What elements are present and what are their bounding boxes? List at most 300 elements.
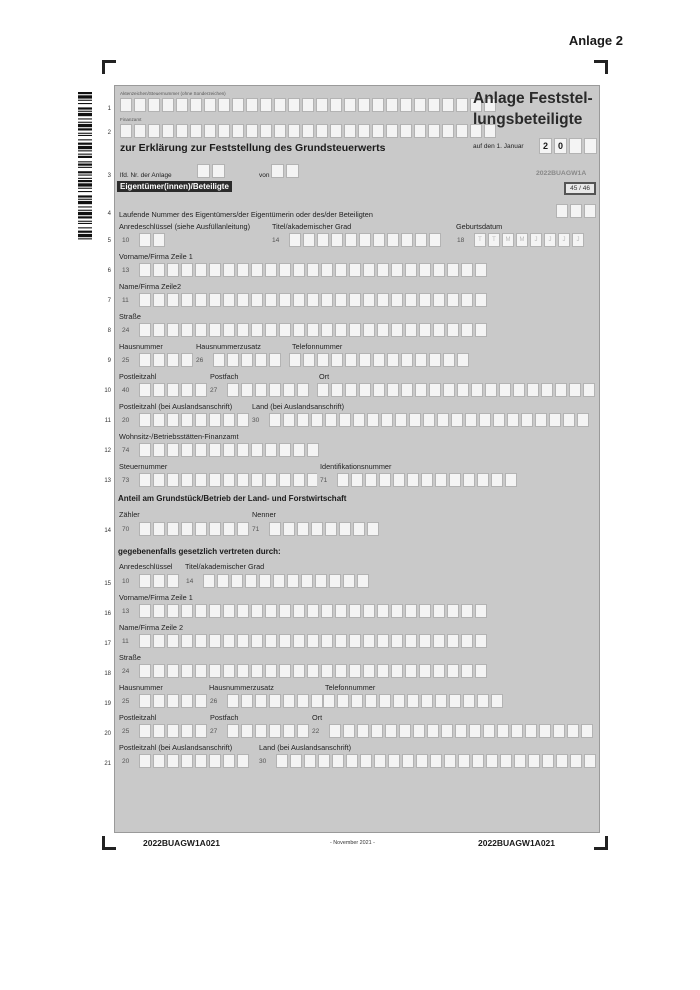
input-cell[interactable]	[223, 604, 235, 618]
rep-strasse-input[interactable]	[119, 664, 487, 678]
input-cell[interactable]	[475, 604, 487, 618]
input-cell[interactable]	[435, 694, 447, 708]
input-cell[interactable]	[433, 323, 445, 337]
input-cell[interactable]	[530, 233, 542, 247]
input-cell[interactable]	[437, 413, 449, 427]
input-cell[interactable]	[311, 522, 323, 536]
input-cell[interactable]	[475, 634, 487, 648]
input-cell[interactable]	[317, 473, 335, 487]
input-cell[interactable]	[377, 604, 389, 618]
input-cell[interactable]	[415, 233, 427, 247]
input-cell[interactable]	[231, 574, 243, 588]
rep-anrede-input[interactable]	[119, 574, 179, 588]
input-cell[interactable]	[237, 473, 249, 487]
rep-ort-input[interactable]	[309, 724, 593, 738]
input-cell[interactable]	[349, 634, 361, 648]
input-cell[interactable]	[209, 754, 221, 768]
input-cell[interactable]	[223, 634, 235, 648]
input-cell[interactable]	[461, 664, 473, 678]
input-cell[interactable]	[265, 604, 277, 618]
input-cell[interactable]	[405, 634, 417, 648]
input-cell[interactable]	[429, 383, 441, 397]
input-cell[interactable]	[195, 634, 207, 648]
input-cell[interactable]	[153, 522, 165, 536]
input-cell[interactable]	[227, 694, 239, 708]
input-cell[interactable]	[514, 754, 526, 768]
input-cell[interactable]	[339, 413, 351, 427]
input-cell[interactable]	[120, 124, 132, 138]
input-cell[interactable]	[393, 694, 405, 708]
input-cell[interactable]	[251, 634, 263, 648]
input-cell[interactable]	[269, 353, 281, 367]
input-cell[interactable]	[415, 353, 427, 367]
input-cell[interactable]	[488, 233, 500, 247]
input-cell[interactable]	[502, 233, 514, 247]
input-cell[interactable]	[469, 724, 481, 738]
input-cell[interactable]	[475, 664, 487, 678]
input-cell[interactable]	[153, 473, 165, 487]
input-cell[interactable]	[260, 124, 272, 138]
input-cell[interactable]	[447, 323, 459, 337]
input-cell[interactable]	[351, 473, 363, 487]
input-cell[interactable]	[246, 98, 258, 112]
plz-input[interactable]	[119, 383, 207, 397]
titel-input[interactable]	[269, 233, 441, 247]
input-cell[interactable]	[325, 522, 337, 536]
input-cell[interactable]	[373, 383, 385, 397]
input-cell[interactable]	[293, 604, 305, 618]
input-cell[interactable]	[119, 604, 137, 618]
input-cell[interactable]	[119, 263, 137, 277]
input-cell[interactable]	[377, 664, 389, 678]
input-cell[interactable]	[153, 634, 165, 648]
input-cell[interactable]	[139, 473, 151, 487]
input-cell[interactable]	[391, 293, 403, 307]
input-cell[interactable]	[279, 634, 291, 648]
input-cell[interactable]	[269, 694, 281, 708]
input-cell[interactable]	[475, 293, 487, 307]
input-cell[interactable]	[153, 323, 165, 337]
vorname-input[interactable]	[119, 263, 487, 277]
input-cell[interactable]	[535, 413, 547, 427]
input-cell[interactable]	[162, 124, 174, 138]
input-cell[interactable]	[343, 574, 355, 588]
input-cell[interactable]	[401, 383, 413, 397]
input-cell[interactable]	[289, 233, 301, 247]
input-cell[interactable]	[232, 124, 244, 138]
input-cell[interactable]	[311, 413, 323, 427]
input-cell[interactable]	[139, 233, 151, 247]
laufende-nummer-input[interactable]	[556, 204, 596, 218]
input-cell[interactable]	[217, 574, 229, 588]
input-cell[interactable]	[351, 694, 363, 708]
input-cell[interactable]	[273, 574, 285, 588]
input-cell[interactable]	[419, 263, 431, 277]
input-cell[interactable]	[223, 443, 235, 457]
input-cell[interactable]	[237, 323, 249, 337]
input-cell[interactable]	[237, 604, 249, 618]
input-cell[interactable]	[195, 664, 207, 678]
input-cell[interactable]	[269, 413, 281, 427]
input-cell[interactable]	[372, 124, 384, 138]
input-cell[interactable]	[195, 522, 207, 536]
input-cell[interactable]	[344, 124, 356, 138]
input-cell[interactable]	[139, 323, 151, 337]
input-cell[interactable]	[570, 204, 582, 218]
input-cell[interactable]	[255, 383, 267, 397]
input-cell[interactable]	[391, 263, 403, 277]
input-cell[interactable]	[274, 124, 286, 138]
input-cell[interactable]	[237, 522, 249, 536]
input-cell[interactable]	[577, 413, 589, 427]
input-cell[interactable]	[269, 724, 281, 738]
input-cell[interactable]	[461, 604, 473, 618]
input-cell[interactable]	[511, 724, 523, 738]
input-cell[interactable]	[405, 664, 417, 678]
input-cell[interactable]	[181, 473, 193, 487]
input-cell[interactable]	[475, 263, 487, 277]
input-cell[interactable]	[303, 353, 315, 367]
input-cell[interactable]	[223, 413, 235, 427]
input-cell[interactable]	[363, 604, 375, 618]
input-cell[interactable]	[195, 263, 207, 277]
input-cell[interactable]	[255, 353, 267, 367]
input-cell[interactable]	[363, 664, 375, 678]
input-cell[interactable]	[153, 353, 165, 367]
input-cell[interactable]	[218, 124, 230, 138]
input-cell[interactable]	[249, 522, 267, 536]
input-cell[interactable]	[167, 664, 179, 678]
input-cell[interactable]	[195, 604, 207, 618]
input-cell[interactable]	[134, 124, 146, 138]
input-cell[interactable]	[377, 263, 389, 277]
input-cell[interactable]	[553, 724, 565, 738]
input-cell[interactable]	[241, 724, 253, 738]
input-cell[interactable]	[153, 724, 165, 738]
input-cell[interactable]	[119, 353, 137, 367]
input-cell[interactable]	[223, 263, 235, 277]
input-cell[interactable]	[153, 383, 165, 397]
input-cell[interactable]	[325, 413, 337, 427]
input-cell[interactable]	[119, 293, 137, 307]
input-cell[interactable]	[339, 522, 351, 536]
input-cell[interactable]	[447, 604, 459, 618]
input-cell[interactable]	[419, 323, 431, 337]
input-cell[interactable]	[399, 724, 411, 738]
input-cell[interactable]	[329, 574, 341, 588]
input-cell[interactable]	[449, 694, 461, 708]
input-cell[interactable]	[457, 383, 469, 397]
input-cell[interactable]	[373, 233, 385, 247]
input-cell[interactable]	[288, 124, 300, 138]
input-cell[interactable]	[251, 443, 263, 457]
hausnummerzusatz-input[interactable]	[193, 353, 281, 367]
input-cell[interactable]	[307, 263, 319, 277]
input-cell[interactable]	[204, 124, 216, 138]
input-cell[interactable]	[400, 124, 412, 138]
input-cell[interactable]	[307, 604, 319, 618]
input-cell[interactable]	[265, 634, 277, 648]
input-cell[interactable]	[415, 383, 427, 397]
input-cell[interactable]	[549, 413, 561, 427]
input-cell[interactable]	[449, 473, 461, 487]
input-cell[interactable]	[359, 383, 371, 397]
input-cell[interactable]	[287, 574, 299, 588]
input-cell[interactable]	[377, 323, 389, 337]
input-cell[interactable]	[349, 293, 361, 307]
input-cell[interactable]	[167, 754, 179, 768]
input-cell[interactable]	[119, 413, 137, 427]
input-cell[interactable]	[190, 98, 202, 112]
input-cell[interactable]	[251, 664, 263, 678]
input-cell[interactable]	[385, 724, 397, 738]
input-cell[interactable]	[119, 383, 137, 397]
input-cell[interactable]	[563, 413, 575, 427]
input-cell[interactable]	[265, 263, 277, 277]
von-input[interactable]	[271, 164, 299, 178]
input-cell[interactable]	[276, 754, 288, 768]
input-cell[interactable]	[331, 233, 343, 247]
input-cell[interactable]	[433, 634, 445, 648]
input-cell[interactable]	[359, 233, 371, 247]
input-cell[interactable]	[407, 473, 419, 487]
input-cell[interactable]	[209, 473, 221, 487]
input-cell[interactable]	[119, 233, 137, 247]
input-cell[interactable]	[321, 634, 333, 648]
input-cell[interactable]	[279, 473, 291, 487]
input-cell[interactable]	[353, 413, 365, 427]
input-cell[interactable]	[237, 263, 249, 277]
rep-plz-ausland-input[interactable]	[119, 754, 249, 768]
input-cell[interactable]	[302, 124, 314, 138]
input-cell[interactable]	[279, 664, 291, 678]
input-cell[interactable]	[209, 293, 221, 307]
input-cell[interactable]	[360, 754, 372, 768]
input-cell[interactable]	[237, 293, 249, 307]
input-cell[interactable]	[391, 634, 403, 648]
input-cell[interactable]	[447, 664, 459, 678]
nenner-input[interactable]	[249, 522, 379, 536]
input-cell[interactable]	[167, 353, 179, 367]
input-cell[interactable]	[419, 604, 431, 618]
input-cell[interactable]	[499, 383, 511, 397]
input-cell[interactable]	[349, 664, 361, 678]
input-cell[interactable]	[373, 353, 385, 367]
input-cell[interactable]	[181, 664, 193, 678]
input-cell[interactable]	[167, 323, 179, 337]
input-cell[interactable]	[223, 473, 235, 487]
year-digit-1[interactable]: 2	[539, 138, 552, 154]
input-cell[interactable]	[167, 634, 179, 648]
input-cell[interactable]	[181, 724, 193, 738]
input-cell[interactable]	[119, 473, 137, 487]
input-cell[interactable]	[212, 164, 225, 178]
input-cell[interactable]	[283, 724, 295, 738]
input-cell[interactable]	[321, 263, 333, 277]
input-cell[interactable]	[241, 694, 253, 708]
input-cell[interactable]	[307, 634, 319, 648]
input-cell[interactable]	[153, 604, 165, 618]
input-cell[interactable]	[377, 293, 389, 307]
input-cell[interactable]	[195, 323, 207, 337]
input-cell[interactable]	[167, 694, 179, 708]
input-cell[interactable]	[297, 522, 309, 536]
input-cell[interactable]	[167, 473, 179, 487]
input-cell[interactable]	[387, 353, 399, 367]
input-cell[interactable]	[139, 413, 151, 427]
input-cell[interactable]	[444, 754, 456, 768]
input-cell[interactable]	[181, 634, 193, 648]
input-cell[interactable]	[391, 323, 403, 337]
input-cell[interactable]	[401, 353, 413, 367]
input-cell[interactable]	[447, 293, 459, 307]
input-cell[interactable]	[405, 263, 417, 277]
input-cell[interactable]	[286, 164, 299, 178]
input-cell[interactable]	[307, 293, 319, 307]
input-cell[interactable]	[442, 98, 454, 112]
input-cell[interactable]	[190, 124, 202, 138]
input-cell[interactable]	[365, 694, 377, 708]
input-cell[interactable]	[293, 263, 305, 277]
input-cell[interactable]	[183, 574, 201, 588]
input-cell[interactable]	[386, 124, 398, 138]
name-input[interactable]	[119, 293, 487, 307]
input-cell[interactable]	[379, 473, 391, 487]
input-cell[interactable]	[207, 724, 225, 738]
input-cell[interactable]	[139, 694, 151, 708]
rep-titel-input[interactable]	[183, 574, 369, 588]
input-cell[interactable]	[290, 754, 302, 768]
input-cell[interactable]	[349, 263, 361, 277]
input-cell[interactable]	[203, 574, 215, 588]
input-cell[interactable]	[395, 413, 407, 427]
input-cell[interactable]	[193, 353, 211, 367]
input-cell[interactable]	[119, 694, 137, 708]
input-cell[interactable]	[249, 413, 267, 427]
input-cell[interactable]	[456, 98, 468, 112]
input-cell[interactable]	[119, 522, 137, 536]
input-cell[interactable]	[353, 522, 365, 536]
input-cell[interactable]	[335, 263, 347, 277]
input-cell[interactable]	[363, 293, 375, 307]
input-cell[interactable]	[443, 353, 455, 367]
input-cell[interactable]	[357, 574, 369, 588]
input-cell[interactable]	[391, 604, 403, 618]
input-cell[interactable]	[223, 754, 235, 768]
input-cell[interactable]	[181, 353, 193, 367]
input-cell[interactable]	[269, 383, 281, 397]
input-cell[interactable]	[491, 694, 503, 708]
input-cell[interactable]	[283, 694, 295, 708]
input-cell[interactable]	[465, 413, 477, 427]
input-cell[interactable]	[279, 443, 291, 457]
input-cell[interactable]	[209, 443, 221, 457]
input-cell[interactable]	[330, 124, 342, 138]
input-cell[interactable]	[148, 124, 160, 138]
input-cell[interactable]	[337, 473, 349, 487]
input-cell[interactable]	[433, 263, 445, 277]
input-cell[interactable]	[293, 293, 305, 307]
input-cell[interactable]	[381, 413, 393, 427]
input-cell[interactable]	[584, 204, 596, 218]
input-cell[interactable]	[477, 473, 489, 487]
land-input[interactable]	[249, 413, 589, 427]
input-cell[interactable]	[372, 98, 384, 112]
input-cell[interactable]	[442, 124, 454, 138]
input-cell[interactable]	[153, 233, 165, 247]
input-cell[interactable]	[279, 323, 291, 337]
input-cell[interactable]	[486, 754, 498, 768]
input-cell[interactable]	[316, 98, 328, 112]
input-cell[interactable]	[209, 413, 221, 427]
input-cell[interactable]	[556, 754, 568, 768]
input-cell[interactable]	[567, 724, 579, 738]
input-cell[interactable]	[405, 293, 417, 307]
input-cell[interactable]	[227, 724, 239, 738]
input-cell[interactable]	[251, 604, 263, 618]
input-cell[interactable]	[167, 604, 179, 618]
input-cell[interactable]	[433, 604, 445, 618]
input-cell[interactable]	[246, 124, 258, 138]
input-cell[interactable]	[139, 574, 151, 588]
input-cell[interactable]	[335, 293, 347, 307]
input-cell[interactable]	[153, 293, 165, 307]
input-cell[interactable]	[461, 323, 473, 337]
input-cell[interactable]	[207, 694, 225, 708]
input-cell[interactable]	[429, 233, 441, 247]
input-cell[interactable]	[207, 383, 225, 397]
input-cell[interactable]	[447, 263, 459, 277]
input-cell[interactable]	[433, 664, 445, 678]
input-cell[interactable]	[335, 323, 347, 337]
input-cell[interactable]	[153, 754, 165, 768]
anrede-input[interactable]	[119, 233, 165, 247]
input-cell[interactable]	[134, 98, 146, 112]
input-cell[interactable]	[507, 413, 519, 427]
input-cell[interactable]	[209, 664, 221, 678]
input-cell[interactable]	[359, 353, 371, 367]
input-cell[interactable]	[209, 634, 221, 648]
input-cell[interactable]	[491, 473, 503, 487]
input-cell[interactable]	[195, 443, 207, 457]
input-cell[interactable]	[195, 754, 207, 768]
input-cell[interactable]	[162, 98, 174, 112]
input-cell[interactable]	[218, 98, 230, 112]
input-cell[interactable]	[301, 574, 313, 588]
rep-hausnummer-input[interactable]	[119, 694, 207, 708]
input-cell[interactable]	[288, 98, 300, 112]
input-cell[interactable]	[311, 694, 323, 708]
input-cell[interactable]	[251, 323, 263, 337]
input-cell[interactable]	[414, 124, 426, 138]
input-cell[interactable]	[139, 293, 151, 307]
input-cell[interactable]	[419, 634, 431, 648]
input-cell[interactable]	[569, 383, 581, 397]
input-cell[interactable]	[505, 473, 517, 487]
finanzamt-input[interactable]	[120, 124, 496, 138]
input-cell[interactable]	[335, 604, 347, 618]
input-cell[interactable]	[483, 724, 495, 738]
input-cell[interactable]	[181, 413, 193, 427]
input-cell[interactable]	[139, 263, 151, 277]
input-cell[interactable]	[241, 353, 253, 367]
input-cell[interactable]	[304, 754, 316, 768]
input-cell[interactable]	[251, 473, 263, 487]
input-cell[interactable]	[331, 353, 343, 367]
input-cell[interactable]	[255, 694, 267, 708]
input-cell[interactable]	[405, 604, 417, 618]
input-cell[interactable]	[387, 383, 399, 397]
